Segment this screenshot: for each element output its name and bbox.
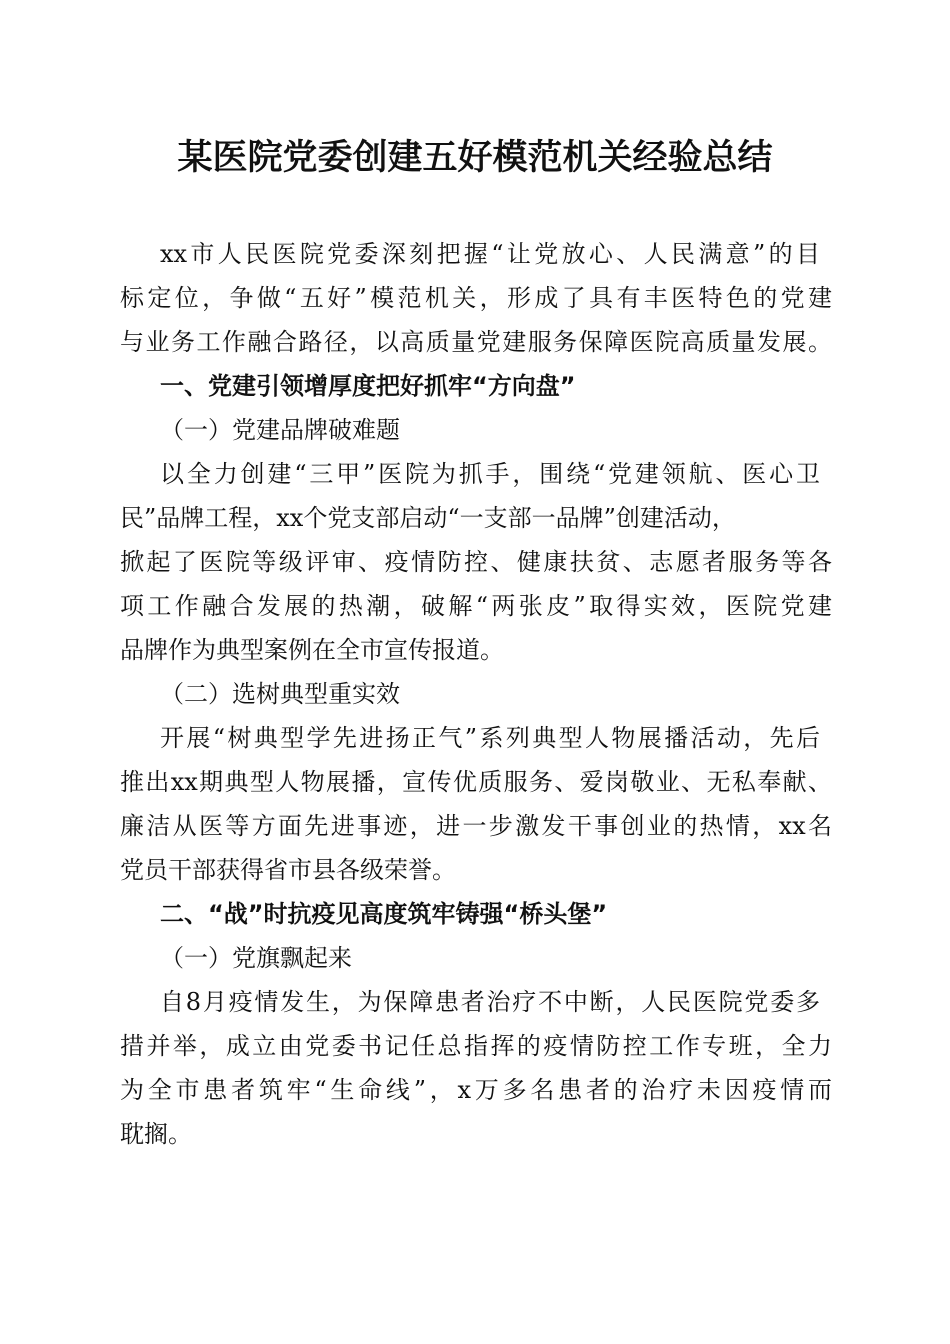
paragraph-line: 为全市患者筑牢“生命线”，x万多名患者的治疗未因疫情而 [120,1076,832,1104]
paragraph-line: 推出xx期典型人物展播，宣传优质服务、爱岗敬业、无私奉献、 [120,768,832,796]
subsection-heading: （一）党建品牌破难题 [160,416,400,444]
paragraph-line: 与业务工作融合路径，以高质量党建服务保障医院高质量发展。 [120,328,832,356]
paragraph-line: 标定位，争做“五好”模范机关，形成了具有丰医特色的党建 [120,284,832,312]
subsection-heading: （二）选树典型重实效 [160,680,400,708]
paragraph-line: 耽搁。 [120,1120,192,1148]
paragraph-line: 自8月疫情发生，为保障患者治疗不中断，人民医院党委多 [160,988,820,1016]
paragraph-line: 党员干部获得省市县各级荣誉。 [120,856,456,884]
paragraph-line: 开展“树典型学先进扬正气”系列典型人物展播活动，先后 [160,724,820,752]
paragraph-line: 品牌作为典型案例在全市宣传报道。 [120,636,504,664]
document-title: 某医院党委创建五好模范机关经验总结 [177,137,773,178]
paragraph-line: 廉洁从医等方面先进事迹，进一步激发干事创业的热情，xx名 [120,812,832,840]
subsection-heading: （一）党旗飘起来 [160,944,352,972]
section-heading: 一、党建引领增厚度把好抓牢“方向盘” [160,372,576,400]
paragraph-line: xx市人民医院党委深刻把握“让党放心、人民满意”的目 [160,240,820,268]
paragraph-line: 项工作融合发展的热潮，破解“两张皮”取得实效，医院党建 [120,592,832,620]
paragraph-line: 以全力创建“三甲”医院为抓手，围绕“党建领航、医心卫 [160,460,820,488]
paragraph-line: 掀起了医院等级评审、疫情防控、健康扶贫、志愿者服务等各 [120,548,832,576]
paragraph-line: 民”品牌工程，xx个党支部启动“一支部一品牌”创建活动， [120,504,736,532]
paragraph-line: 措并举，成立由党委书记任总指挥的疫情防控工作专班，全力 [120,1032,832,1060]
section-heading: 二、“战”时抗疫见高度筑牢铸强“桥头堡” [160,900,608,928]
